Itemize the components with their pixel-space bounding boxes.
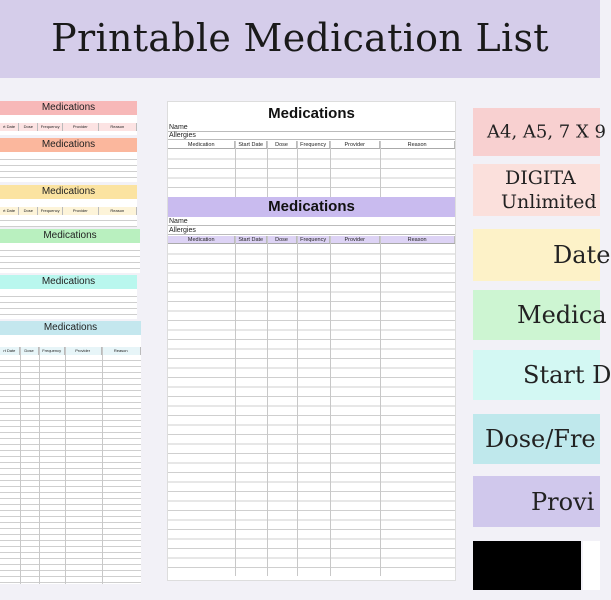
column-header-row: Medication Start Date Dose Frequency Provider Reason [168, 141, 455, 149]
col-divider [235, 141, 236, 197]
table-grid-bottom [168, 245, 455, 575]
mini-sheet-title: Medications [0, 321, 141, 335]
name-field: Name [168, 124, 455, 132]
sheet-title-top: Medications [268, 105, 355, 122]
mini-sheet-lines [0, 245, 140, 273]
mini-sheet-cyan [0, 275, 137, 319]
mini-sheet-red [0, 101, 137, 135]
title-banner [0, 0, 600, 78]
table-grid-top [168, 150, 455, 196]
col-divider [267, 141, 268, 197]
col-divider [267, 236, 268, 576]
medication-sheet [167, 101, 456, 581]
allergies-field: Allergies [168, 132, 455, 140]
name-field: Name [168, 218, 455, 226]
mini-sheet-yellow [0, 185, 137, 227]
col-divider [330, 141, 331, 197]
page-title: Printable Medication List [51, 16, 549, 60]
col-divider [235, 236, 236, 576]
column-header-row: Medication Start Date Dose Frequency Provider Reason [168, 236, 455, 244]
mini-sheet-orange [0, 138, 137, 182]
mini-sheet-title: Medications [0, 229, 140, 243]
mini-col-divider [65, 347, 66, 584]
black-swatch [473, 541, 581, 590]
mini-sheet-green [0, 229, 140, 273]
tile-start-date: Start D [473, 350, 600, 400]
mini-sheet-lines [0, 131, 137, 135]
tile-sizes: A4, A5, 7 X 9 [473, 108, 600, 156]
tile-digital: DIGITA Unlimited [473, 164, 600, 216]
mini-sheet-lines [0, 154, 137, 182]
white-swatch [583, 541, 600, 590]
tile-dose-frequency: Dose/Fre [473, 414, 600, 464]
mini-col-divider [102, 347, 103, 584]
col-divider [297, 236, 298, 576]
mini-sheet-lines [0, 355, 141, 584]
mini-sheet-blue [0, 321, 141, 584]
mini-col-divider [39, 347, 40, 584]
mini-sheet-columns: rt Date Dose Frequency Provider Reason [0, 207, 137, 215]
mini-sheet-title: Medications [0, 101, 137, 115]
col-divider [330, 236, 331, 576]
mini-col-divider [20, 347, 21, 584]
mini-sheet-columns: rt Date Dose Frequency Provider Reason [0, 347, 141, 355]
mini-sheet-lines [0, 215, 137, 227]
mini-sheet-title: Medications [0, 138, 137, 152]
tile-provider: Provi [473, 476, 600, 527]
mini-sheet-columns: rt Date Dose Frequency Provider Reason [0, 123, 137, 131]
allergies-field: Allergies [168, 227, 455, 235]
mini-sheet-title: Medications [0, 185, 137, 199]
mini-sheet-lines [0, 291, 137, 319]
tile-date: Date [473, 229, 600, 281]
col-divider [297, 141, 298, 197]
col-divider [380, 141, 381, 197]
col-divider [380, 236, 381, 576]
tile-medication: Medica [473, 290, 600, 340]
sheet-title-bottom: Medications [168, 197, 455, 217]
mini-sheet-title: Medications [0, 275, 137, 289]
